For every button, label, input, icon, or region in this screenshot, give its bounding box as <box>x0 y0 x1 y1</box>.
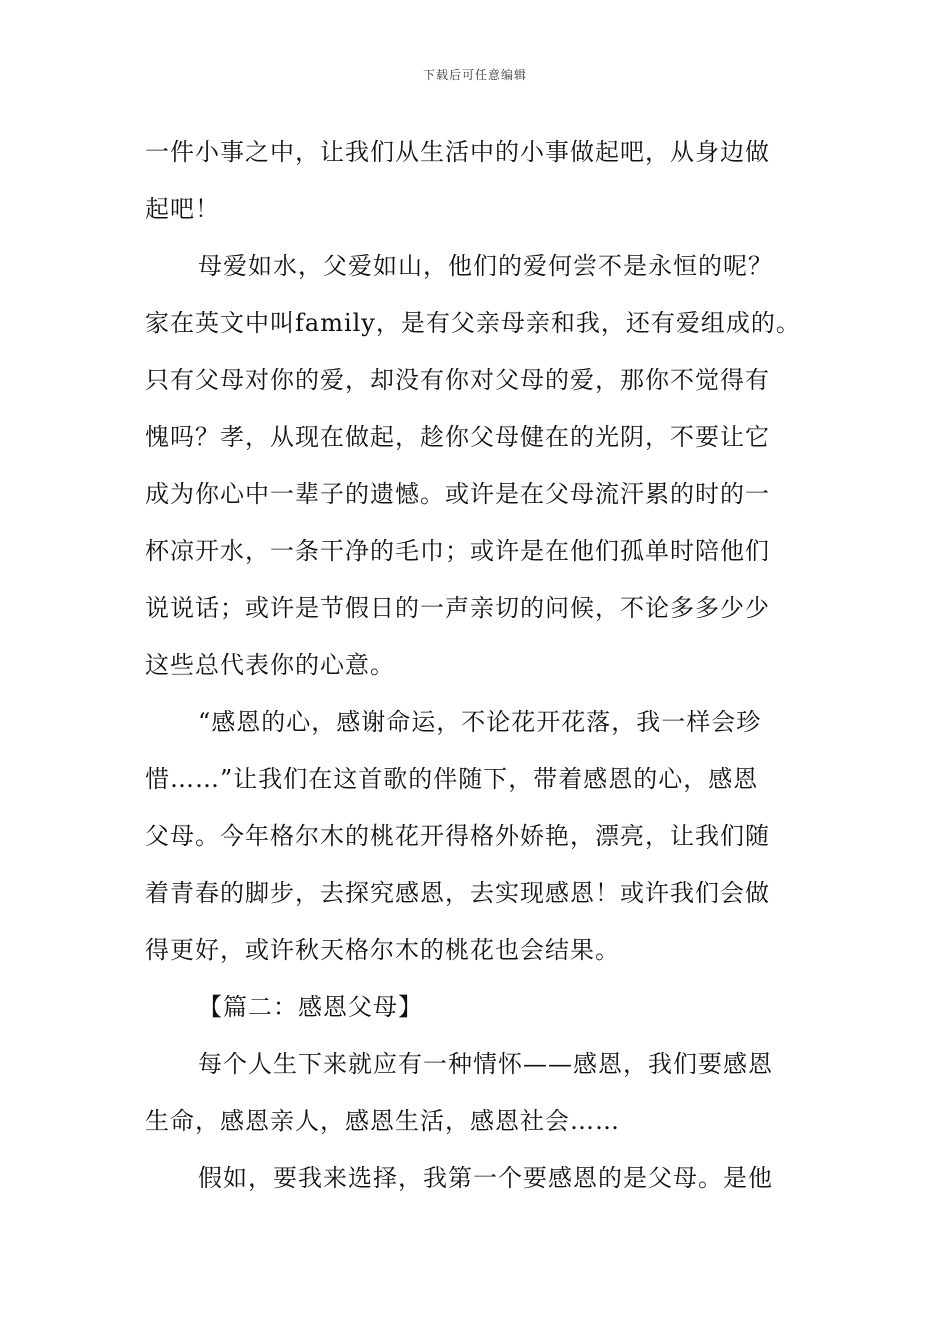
text-line: 母爱如水，父爱如山，他们的爱何尝不是永恒的呢？ <box>198 252 773 280</box>
text-line: 杯凉开水，一条干净的毛巾；或许是在他们孤单时陪他们 <box>145 537 770 565</box>
text-line: 家在英文中叫family，是有父亲母亲和我，还有爱组成的。 <box>145 309 801 337</box>
text-line: 生命，感恩亲人，感恩生活，感恩社会…… <box>145 1107 620 1135</box>
section-heading: 【篇二：感恩父母】 <box>198 993 423 1021</box>
page-header: 下载后可任意编辑 <box>422 68 527 82</box>
text-line: 得更好，或许秋天格尔木的桃花也会结果。 <box>145 936 620 964</box>
text-line: 只有父母对你的爱，却没有你对父母的爱，那你不觉得有 <box>145 366 770 394</box>
text-line: 惜……”让我们在这首歌的伴随下，带着感恩的心，感恩 <box>145 765 759 793</box>
text-line: 假如，要我来选择，我第一个要感恩的是父母。是他 <box>198 1164 773 1192</box>
text-line: 起吧！ <box>145 195 220 223</box>
text-line: “感恩的心，感谢命运，不论花开花落，我一样会珍 <box>198 708 762 736</box>
text-line: 愧吗？孝，从现在做起，趁你父母健在的光阴，不要让它 <box>145 423 770 451</box>
text-line: 一件小事之中，让我们从生活中的小事做起吧，从身边做 <box>145 138 770 166</box>
text-line: 说说话；或许是节假日的一声亲切的问候，不论多多少少 <box>145 594 770 622</box>
text-line: 父母。今年格尔木的桃花开得格外娇艳，漂亮，让我们随 <box>145 822 770 850</box>
text-line: 着青春的脚步，去探究感恩，去实现感恩！或许我们会做 <box>145 879 770 907</box>
text-line: 这些总代表你的心意。 <box>145 651 395 679</box>
text-line: 成为你心中一辈子的遗憾。或许是在父母流汗累的时的一 <box>145 480 770 508</box>
text-line: 每个人生下来就应有一种情怀——感恩，我们要感恩 <box>198 1050 773 1078</box>
